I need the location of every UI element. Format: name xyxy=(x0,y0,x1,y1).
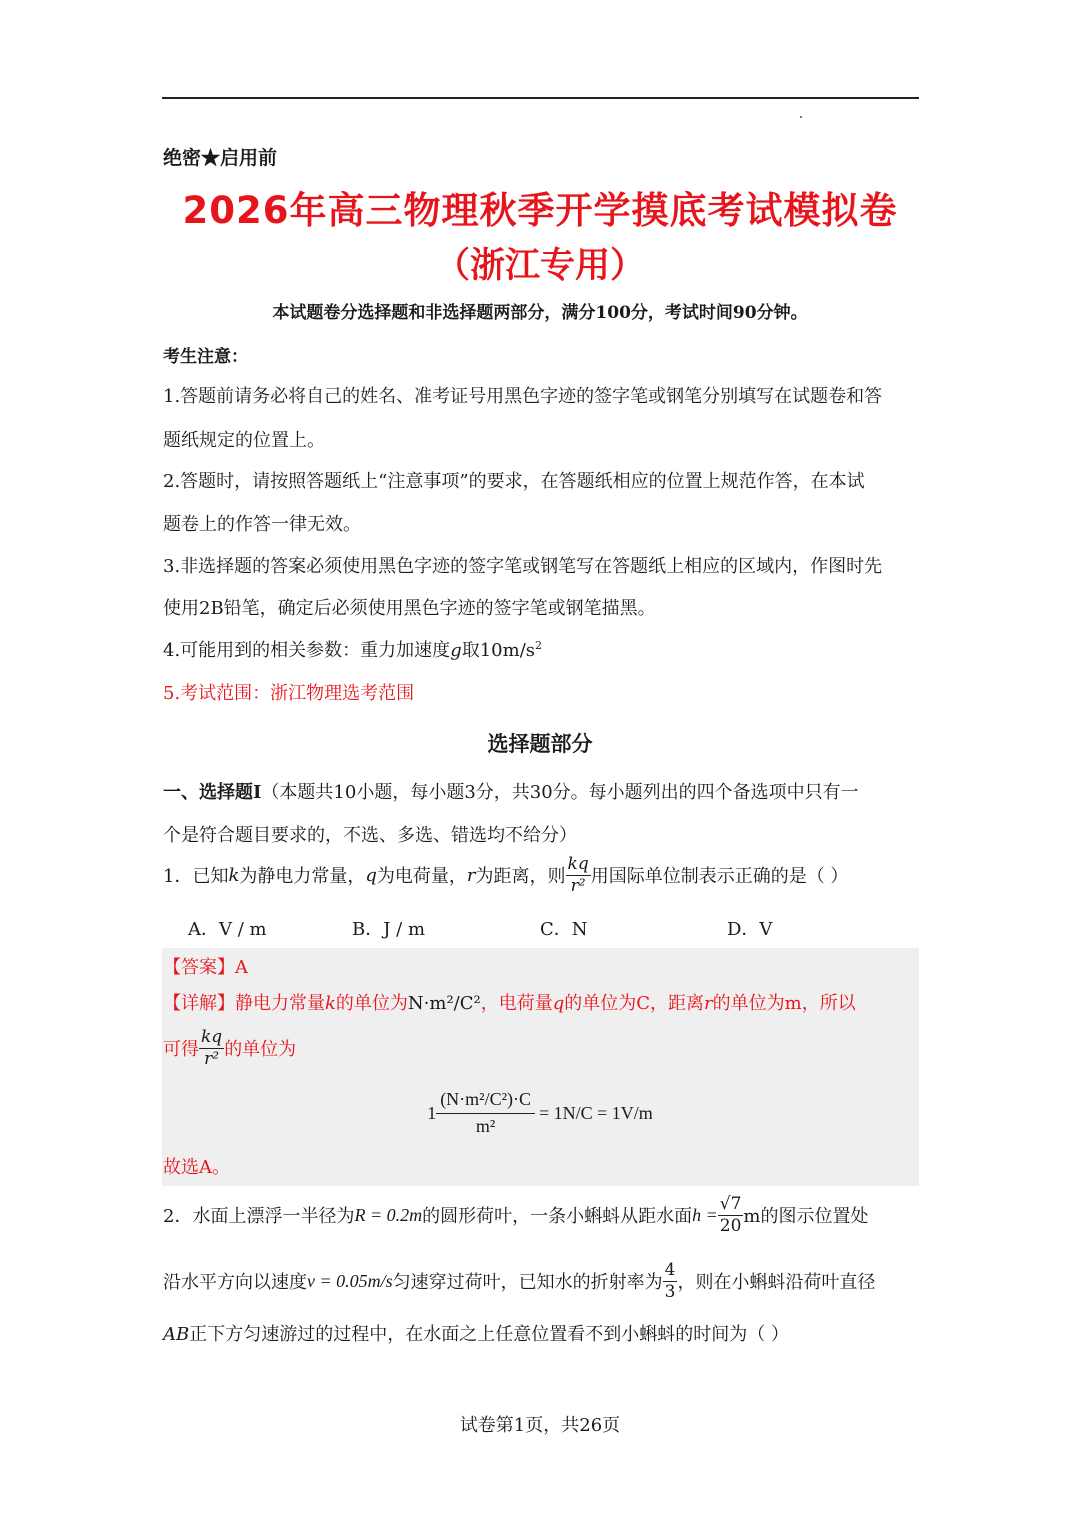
q2-n-num: 4 xyxy=(664,1259,676,1280)
formula-fraction xyxy=(436,1090,535,1137)
notice-item-3a: 3.非选择题的答案必须使用黑色字迹的签字笔或钢笔写在答题纸上相应的区域内，作图时先 xyxy=(163,556,883,577)
q2-h-den: 20 xyxy=(719,1215,742,1236)
detail-d1: 静电力常量 xyxy=(235,993,325,1014)
detail-line-1 xyxy=(163,989,856,1015)
q1-t1: 为静电力常量， xyxy=(239,866,366,887)
q1-fraction xyxy=(566,853,591,896)
top-rule xyxy=(162,97,919,99)
detail-d4: 的单位为C，距离 xyxy=(564,993,705,1014)
q1-prefix: 1．已知 xyxy=(163,866,229,887)
detail-d5: 的单位为m，所以 xyxy=(712,993,856,1014)
q1-k: k xyxy=(228,864,240,886)
detail-frac-den: r² xyxy=(204,1048,220,1069)
formula-coef: 1 xyxy=(427,1102,437,1123)
q1-option-b[interactable]: B．J / m xyxy=(352,919,426,940)
q2-l2-b: 匀速穿过荷叶，已知水的折射率为 xyxy=(392,1272,663,1293)
section-title: 选择题部分 xyxy=(487,731,593,756)
detail-d2: 的单位为 xyxy=(335,993,408,1014)
answer-label: 【答案】A xyxy=(163,957,248,978)
notice-item-4 xyxy=(163,636,542,662)
question-2-line-3 xyxy=(163,1320,789,1346)
notice-item-4-prefix: 4.可能用到的相关参数：重力加速度 xyxy=(163,640,451,661)
question-2-line-2 xyxy=(163,1256,875,1306)
detail-d6: 可得 xyxy=(163,1039,199,1060)
detail-r: r xyxy=(704,993,713,1014)
part-desc-b: 个是符合题目要求的，不选、多选、错选均不给分） xyxy=(163,825,577,846)
intro-text: 本试题卷分选择题和非选择题两部分，满分100分，考试时间90分钟。 xyxy=(272,303,808,323)
unit-formula xyxy=(0,1088,1080,1138)
q1-t4: 用国际单位制表示正确的是（ ） xyxy=(590,866,849,887)
notice-item-2a: 2.答题时，请按照答题纸上“注意事项”的要求，在答题纸相应的位置上规范作答，在本试 xyxy=(163,471,865,492)
exam-subtitle: （浙江专用） xyxy=(434,246,645,286)
q1-t3: 为距离，则 xyxy=(475,866,566,887)
notice-item-3b: 使用2B铅笔，确定后必须使用黑色字迹的签字笔或钢笔描黑。 xyxy=(163,598,656,619)
part-label: 一、选择题Ⅰ xyxy=(163,782,262,803)
question-2-line-1 xyxy=(163,1190,868,1240)
q2-l1-b: 的圆形荷叶，一条小蝌蚪从距水面 xyxy=(422,1206,693,1227)
q1-option-c[interactable]: C．N xyxy=(540,919,588,940)
page-footer: 试卷第1页，共26页 xyxy=(459,1415,621,1436)
detail-line-2 xyxy=(163,1024,296,1072)
q2-l2-a: 沿水平方向以速度 xyxy=(163,1272,307,1293)
q2-l1-c: m的图示位置处 xyxy=(743,1206,869,1227)
q2-n-den: 3 xyxy=(664,1281,676,1302)
notice-heading: 考生注意： xyxy=(163,347,248,367)
notice-item-4-sup: 2 xyxy=(535,639,542,652)
question-1 xyxy=(163,852,848,898)
detail-fraction xyxy=(199,1026,224,1069)
secret-label: 绝密★启用前 xyxy=(163,147,278,169)
formula-den: m² xyxy=(475,1115,496,1136)
detail-label: 【详解】 xyxy=(163,993,235,1014)
conclusion: 故选A。 xyxy=(163,1157,230,1178)
q1-frac-den: r² xyxy=(570,875,586,896)
formula-rhs: = 1N/C = 1V/m xyxy=(538,1102,653,1123)
detail-d3: ，电荷量 xyxy=(480,993,553,1014)
q2-R: R = 0.2m xyxy=(354,1204,423,1225)
notice-item-4-suffix: 取10m/s xyxy=(461,640,535,661)
q1-q: q xyxy=(365,864,377,886)
exam-title: 2026年高三物理秋季开学摸底考试模拟卷 xyxy=(182,189,898,232)
q2-l2-c: ，则在小蝌蚪沿荷叶直径 xyxy=(677,1272,876,1293)
q2-AB: AB xyxy=(163,1324,190,1345)
q2-h-fraction xyxy=(718,1193,744,1236)
part-heading xyxy=(163,778,859,804)
detail-frac-num: kq xyxy=(201,1026,223,1047)
q2-l1-a: 2．水面上漂浮一半径为 xyxy=(163,1206,355,1227)
q1-option-d[interactable]: D．V xyxy=(727,919,773,940)
var-g: g xyxy=(450,640,462,661)
notice-item-1b: 题纸规定的位置上。 xyxy=(163,430,325,451)
notice-item-1a: 1.答题前请务必将自己的姓名、准考证号用黑色字迹的签字笔或钢笔分别填写在试题卷和答 xyxy=(163,386,883,407)
formula-num: (N·m²/C²)·C xyxy=(436,1090,535,1114)
detail-k: k xyxy=(325,993,336,1014)
q2-n-fraction xyxy=(663,1259,678,1302)
detail-q: q xyxy=(552,993,565,1014)
q1-option-a[interactable]: A．V / m xyxy=(188,919,267,940)
speck xyxy=(800,116,802,118)
q1-r: r xyxy=(466,864,476,886)
q2-l3-a: 正下方匀速游过的过程中，在水面之上任意位置看不到小蝌蚪的时间为（ ） xyxy=(189,1324,789,1345)
detail-unit-k: N·m²/C² xyxy=(407,993,481,1014)
notice-item-5: 5.考试范围：浙江物理选考范围 xyxy=(163,683,415,704)
notice-item-2b: 题卷上的作答一律无效。 xyxy=(163,514,361,535)
q1-frac-num: kq xyxy=(567,853,589,874)
q2-v: v = 0.05m/s xyxy=(307,1270,393,1291)
q1-t2: 为电荷量， xyxy=(376,866,467,887)
q2-h-num: √7 xyxy=(719,1193,742,1214)
part-desc-a: （本题共10小题，每小题3分，共30分。每小题列出的四个备选项中只有一 xyxy=(261,782,859,803)
q2-h: h = xyxy=(692,1204,718,1225)
detail-d7: 的单位为 xyxy=(224,1039,297,1060)
